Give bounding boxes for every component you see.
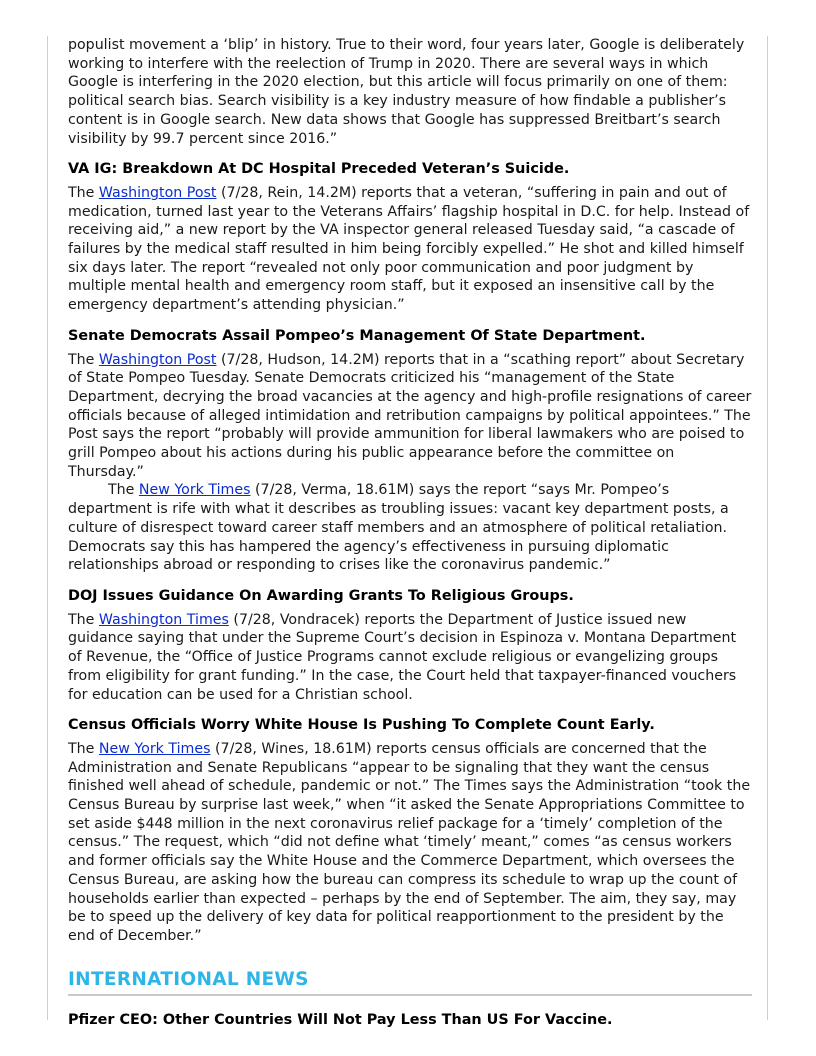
paragraph-lead-in: The: [68, 740, 99, 757]
source-link-washington-times[interactable]: Washington Times: [98, 611, 229, 628]
paragraph-lead-in: The: [108, 482, 139, 499]
paragraph-lead-in: The: [68, 184, 99, 201]
source-link-washington-post[interactable]: Washington Post: [98, 351, 217, 368]
story-paragraph: [68, 351, 752, 482]
paragraph-lead-in: The: [68, 351, 99, 368]
source-link-new-york-times[interactable]: New York Times: [98, 740, 211, 757]
paragraph-body: (7/28, Rein, 14.2M) reports that a veteran, “suffering in pain and out of medication, turned last year to the Veterans Affairs’ flagship hospital in D.C. for help. Instead of receiving aid,” a new report by the VA inspector general released Tuesday said, “a cascade of failures by the medical staff resulted in him being forcibly expelled.” He shot and killed himself six days later. The report “revealed not only poor communication and poor judgment by multiple mental health and emergency room staff, but it exposed an insensitive call by the emergency department’s attending physician.”: [68, 184, 750, 314]
paragraph-body: (7/28, Vondracek) reports the Department of Justice issued new guidance saying that under the Supreme Court’s decision in Espinoza v. Montana Department of Revenue, the “Office of Justice Programs cannot exclude religious or evangelizing groups from eligibility for grant funding.” In the case, the Court held that taxpayer-financed vouchers for education can be used for a Christian school.: [68, 611, 737, 703]
story-headline-pfizer: Pfizer CEO: Other Countries Will Not Pay Less Than US For Vaccine.: [68, 1011, 613, 1028]
page-border-left: [47, 36, 48, 1020]
story-paragraph: [68, 184, 752, 315]
continued-paragraph: populist movement a ‘blip’ in history. True to their word, four years later, Google is deliberately working to interfere with the reelection of Trump in 2020. There are several ways in which Google is interfering in the 2020 election, but this article will focus primarily on one of them: political search bias. Search visibility is a key industry measure of how findable a publisher’s content is in Google search. New data shows that Google has suppressed Breitbart’s search visibility by 99.7 percent since 2016.”: [68, 37, 745, 147]
story-va-ig: [68, 160, 752, 315]
story-paragraph: [68, 611, 752, 705]
story-headline: Census Officials Worry White House Is Pushing To Complete Count Early.: [68, 717, 655, 734]
story-paragraph: [68, 481, 752, 575]
paragraph-lead-in: The: [68, 611, 99, 628]
paragraph-body: (7/28, Hudson, 14.2M) reports that in a “scathing report” about Secretary of State Pompeo Tuesday. Senate Democrats criticized his “management of the State Department, decrying the broad vacancies at the agency and high-profile resignations of career officials because of alleged intimidation and retribution campaigns by political appointees.” The Post says the report “probably will provide ammunition for liberal lawmakers who are poised to grill Pompeo about his actions during his public appearance before the committee on Thursday.”: [68, 351, 752, 480]
paragraph-body: (7/28, Verma, 18.61M) says the report “says Mr. Pompeo’s department is rife with what it describes as troubling issues: vacant key department posts, a culture of disrespect toward career staff members and an atmosphere of political retaliation. Democrats say this has hampered the agency’s effectiveness in pursuing diplomatic relationships abroad or responding to crises like the coronavirus pandemic.”: [68, 482, 729, 574]
page-border-right: [767, 36, 768, 1020]
source-link-new-york-times[interactable]: New York Times: [138, 482, 251, 499]
story-paragraph: [68, 740, 752, 946]
story-headline: DOJ Issues Guidance On Awarding Grants To Religious Groups.: [68, 587, 574, 604]
story-doj-grants: [68, 587, 752, 704]
source-link-washington-post[interactable]: Washington Post: [98, 184, 217, 201]
story-census: [68, 716, 752, 945]
newsletter-content: [68, 36, 752, 1034]
paragraph-body: (7/28, Wines, 18.61M) reports census officials are concerned that the Administration and Senate Republicans “appear to be signaling that they want the census finished well ahead of schedule, pandemic or not.” The Times says the Administration “took the Census Bureau by surprise last week,” when “it asked the Senate Appropriations Committee to set aside $448 million in the next coronavirus relief package for a ‘timely’ completion of the census.” The request, which “did not define what ‘timely’ meant,” comes “as census workers and former officials say the White House and the Commerce Department, which oversees the Census Bureau, are asking how the bureau can compress its schedule to wrap up the count of households earlier than expected – perhaps by the end of September. The aim, they say, may be to speed up the delivery of key data for political reapportionment to the president by the end of December.”: [68, 740, 751, 944]
story-pompeo: [68, 327, 752, 575]
story-headline: Senate Democrats Assail Pompeo’s Management Of State Department.: [68, 327, 646, 344]
story-headline: VA IG: Breakdown At DC Hospital Preceded Veteran’s Suicide.: [68, 161, 570, 178]
section-heading-international-news: INTERNATIONAL NEWS: [68, 968, 752, 996]
